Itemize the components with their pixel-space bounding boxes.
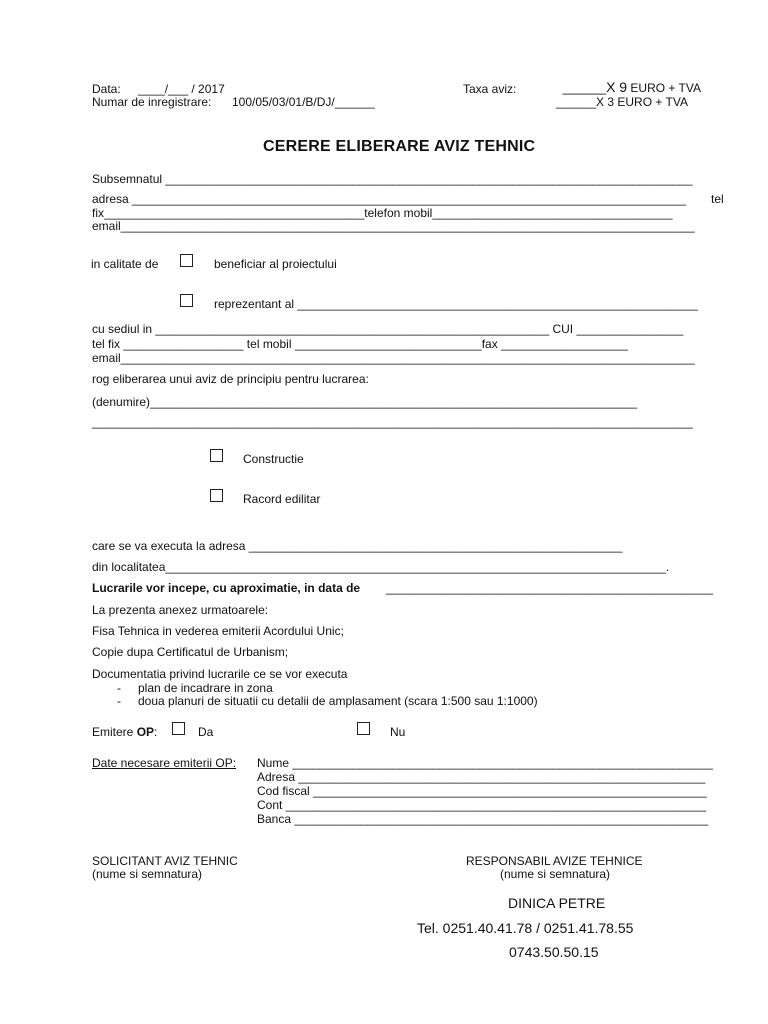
data-value: ____/___ / 2017 bbox=[138, 82, 225, 96]
nr-inregistrare-label: Numar de inregistrare: bbox=[92, 95, 212, 109]
denumire-field[interactable]: (denumire)_________________________________________________________________________ bbox=[92, 395, 638, 409]
op-adresa-field[interactable]: Adresa _____________________________________________________________ bbox=[257, 770, 706, 784]
responsabil-sub: (nume si semnatura) bbox=[500, 867, 611, 881]
op-cod-fiscal-field[interactable]: Cod fiscal ___________________________________________________________ bbox=[257, 784, 707, 798]
emitere-op-label: Emitere OP: bbox=[92, 725, 158, 739]
op-da-label: Da bbox=[198, 725, 214, 739]
nr-inregistrare-value: 100/05/03/01/B/DJ/______ bbox=[232, 95, 375, 109]
op-nume-field[interactable]: Nume _______________________________________________________________ bbox=[257, 756, 713, 770]
adresa-executie-field[interactable]: care se va executa la adresa ________________________________________________________ bbox=[92, 539, 623, 553]
company-email-field[interactable]: email______________________________________________________________________________________ bbox=[92, 351, 695, 365]
op-banca-field[interactable]: Banca ______________________________________________________________ bbox=[257, 812, 709, 826]
anexa-sub-planuri: doua planuri de situatii cu detalii de amplasament (scara 1:500 sau 1:1000) bbox=[138, 694, 538, 708]
denumire-line2[interactable]: __________________________________________________________________________________________ bbox=[92, 415, 693, 429]
option-reprezentant[interactable]: reprezentant al ____________________________________________________________ bbox=[214, 297, 698, 311]
anexa-documentatie: Documentatia privind lucrarile ce se vor executa bbox=[92, 667, 348, 681]
data-label: Data: bbox=[92, 82, 121, 96]
contact-name: DINICA PETRE bbox=[508, 895, 606, 911]
adresa-tel-label: tel bbox=[711, 192, 724, 206]
page-title: CERERE ELIBERARE AVIZ TEHNIC bbox=[263, 138, 536, 155]
subsemnatul-field[interactable]: Subsemnatul _______________________________________________________________________________ bbox=[92, 172, 693, 186]
taxa-line2: ______X 3 EURO + TVA bbox=[556, 95, 688, 109]
anexe-intro: La prezenta anexez urmatoarele: bbox=[92, 603, 269, 617]
anexa-sub-plan: plan de incadrare in zona bbox=[138, 681, 273, 695]
contact-mobil: 0743.50.50.15 bbox=[509, 944, 599, 960]
sediul-field[interactable]: cu sediul in ___________________________________________________________ CUI ________________ bbox=[92, 322, 684, 336]
option-constructie: Constructie bbox=[243, 452, 304, 466]
op-cont-field[interactable]: Cont _______________________________________________________________ bbox=[257, 798, 707, 812]
localitatea-field[interactable]: din localitatea___________________________________________________________________________. bbox=[92, 560, 670, 574]
checkbox-op-da[interactable] bbox=[172, 722, 185, 735]
checkbox-reprezentant[interactable] bbox=[180, 294, 193, 307]
dash-bullet: - bbox=[117, 694, 121, 708]
checkbox-beneficiar[interactable] bbox=[180, 254, 193, 267]
email-field[interactable]: email______________________________________________________________________________________ bbox=[92, 219, 695, 233]
taxa-line1-multiplier: X 9 bbox=[606, 79, 628, 95]
solicitant-label: SOLICITANT AVIZ TEHNIC bbox=[92, 854, 238, 868]
checkbox-op-nu[interactable] bbox=[357, 722, 370, 735]
option-racord: Racord edilitar bbox=[243, 492, 321, 506]
solicitant-sub: (nume si semnatura) bbox=[92, 867, 203, 881]
taxa-line1-blank: ______ bbox=[562, 80, 607, 95]
dash-bullet: - bbox=[117, 681, 121, 695]
fix-mobil-field[interactable]: fix_______________________________________telefon mobil____________________________________ bbox=[92, 206, 673, 220]
option-beneficiar: beneficiar al proiectului bbox=[214, 257, 337, 271]
checkbox-racord[interactable] bbox=[210, 489, 223, 502]
incepe-date-field[interactable]: _________________________________________________ bbox=[386, 581, 714, 595]
date-op-label: Date necesare emiterii OP: bbox=[92, 756, 237, 770]
anexa-certificat: Copie dupa Certificatul de Urbanism; bbox=[92, 645, 289, 659]
company-tel-field[interactable]: tel fix __________________ tel mobil ____________________________fax ___________________ bbox=[92, 337, 628, 351]
taxa-label: Taxa aviz: bbox=[463, 82, 517, 96]
adresa-field[interactable]: adresa ___________________________________________________________________________________ bbox=[92, 192, 686, 206]
taxa-line1-unit: EURO + TVA bbox=[627, 81, 701, 95]
anexa-fisa-tehnica: Fisa Tehnica in vederea emiterii Acordului Unic; bbox=[92, 624, 344, 638]
responsabil-label: RESPONSABIL AVIZE TEHNICE bbox=[466, 854, 643, 868]
op-nu-label: Nu bbox=[390, 725, 406, 739]
incepe-label: Lucrarile vor incepe, cu aproximatie, in data de bbox=[92, 581, 361, 595]
checkbox-constructie[interactable] bbox=[210, 449, 223, 462]
rog-text: rog eliberarea unui aviz de principiu pentru lucrarea: bbox=[92, 372, 369, 386]
calitate-label: in calitate de bbox=[91, 257, 159, 271]
contact-tel: Tel. 0251.40.41.78 / 0251.41.78.55 bbox=[417, 920, 634, 936]
